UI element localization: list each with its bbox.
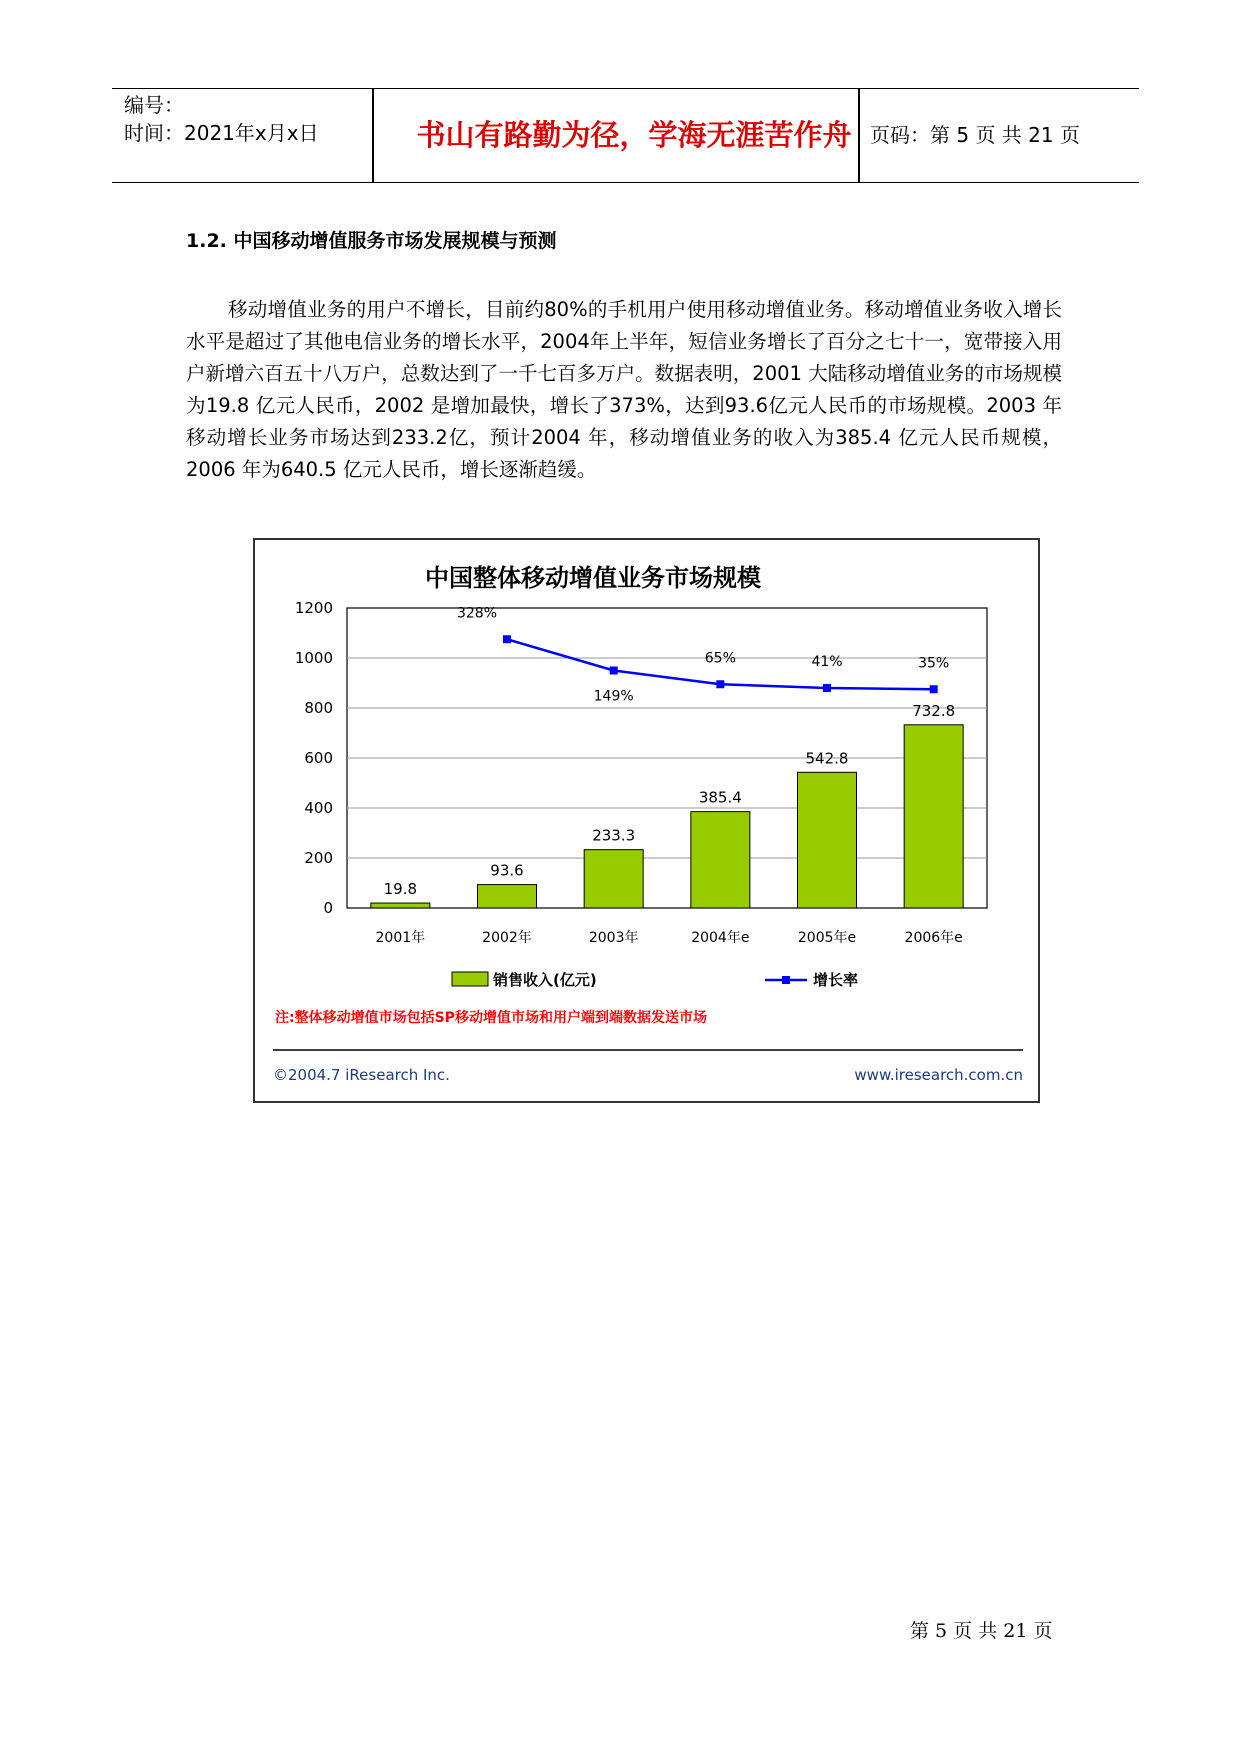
chart-figure — [253, 538, 1040, 1103]
bar-value-label: 93.6 — [490, 861, 524, 880]
x-tick-label: 2006年e — [904, 930, 963, 946]
bar-value-label: 233.3 — [592, 826, 636, 845]
growth-label: 65% — [704, 650, 736, 667]
bar — [904, 725, 963, 908]
section-title: 1.2. 中国移动增值服务市场发展规模与预测 — [186, 230, 557, 252]
header-divider — [858, 89, 860, 182]
bar — [371, 903, 430, 908]
chart-website: www.iresearch.com.cn — [854, 1066, 1023, 1084]
serial-label: 编号： — [124, 93, 184, 117]
y-tick-label: 800 — [304, 699, 333, 717]
y-tick-label: 200 — [304, 849, 333, 867]
bar — [691, 812, 750, 908]
page-footer: 第 5 页 共 21 页 — [910, 1620, 1053, 1642]
legend-swatch-marker — [782, 976, 790, 984]
legend-label-line: 增长率 — [813, 971, 859, 989]
growth-label: 328% — [456, 605, 498, 622]
chart-svg — [255, 540, 1040, 1103]
header-meta — [124, 91, 319, 147]
bar — [584, 850, 643, 908]
legend-label-bar: 销售收入(亿元) — [493, 971, 597, 989]
bar-value-label: 542.8 — [805, 749, 849, 768]
header-motto: 书山有路勤为径，学海无涯苦作舟 — [416, 118, 852, 152]
bar-value-label: 19.8 — [383, 880, 418, 899]
growth-marker — [716, 680, 724, 688]
body-paragraph: 移动增值业务的用户不增长，目前约80%的手机用户使用移动增值业务。移动增值业务收入增长水平是超过了其他电信业务的增长水平，2004年上半年，短信业务增长了百分之七十一，宽带接入用户新增六百五十八万户，总数达到了一千七百多万户。数据表明，2001 大陆移动增值业务的市场规模为19.8 亿元人民币，2002 是增加最快，增长了373%，达到93.6亿元人民币的市场规模。2003 年移动增长业务市场达到233.2亿，预计2004 年，移动增值业务的收入为385.4 亿元人民币规模，2006 年为640.5 亿元人民币，增长逐渐趋缓。 — [186, 298, 1062, 481]
header-page-number: 页码：第 5 页 共 21 页 — [870, 123, 1080, 147]
growth-marker — [610, 667, 618, 675]
growth-marker — [503, 635, 511, 643]
chart-copyright: ©2004.7 iResearch Inc. — [273, 1066, 450, 1084]
bar — [478, 885, 537, 908]
y-tick-label: 400 — [304, 799, 333, 817]
growth-marker — [823, 684, 831, 692]
y-tick-label: 600 — [304, 749, 333, 767]
chart-title: 中国整体移动增值业务市场规模 — [425, 564, 761, 592]
growth-label: 41% — [811, 654, 843, 670]
x-tick-label: 2002年 — [482, 930, 532, 946]
y-tick-label: 1200 — [294, 599, 333, 617]
x-tick-label: 2005年e — [797, 930, 857, 946]
bar-value-label: 732.8 — [912, 701, 956, 720]
growth-label: 35% — [918, 655, 950, 672]
y-tick-label: 0 — [323, 899, 333, 917]
x-tick-label: 2001年 — [375, 930, 426, 946]
time-label: 时间：2021年x月x日 — [124, 121, 319, 145]
legend-swatch-bar — [452, 972, 488, 986]
x-tick-label: 2003年 — [588, 930, 639, 946]
bar-value-label: 385.4 — [698, 788, 742, 807]
x-tick-label: 2004年e — [691, 930, 750, 946]
growth-label: 149% — [593, 688, 634, 705]
growth-marker — [930, 685, 938, 693]
page-header — [112, 88, 1139, 183]
bar — [798, 772, 857, 908]
y-tick-label: 1000 — [294, 649, 333, 667]
chart-note: 注:整体移动增值市场包括SP移动增值市场和用户端到端数据发送市场 — [275, 1010, 707, 1026]
